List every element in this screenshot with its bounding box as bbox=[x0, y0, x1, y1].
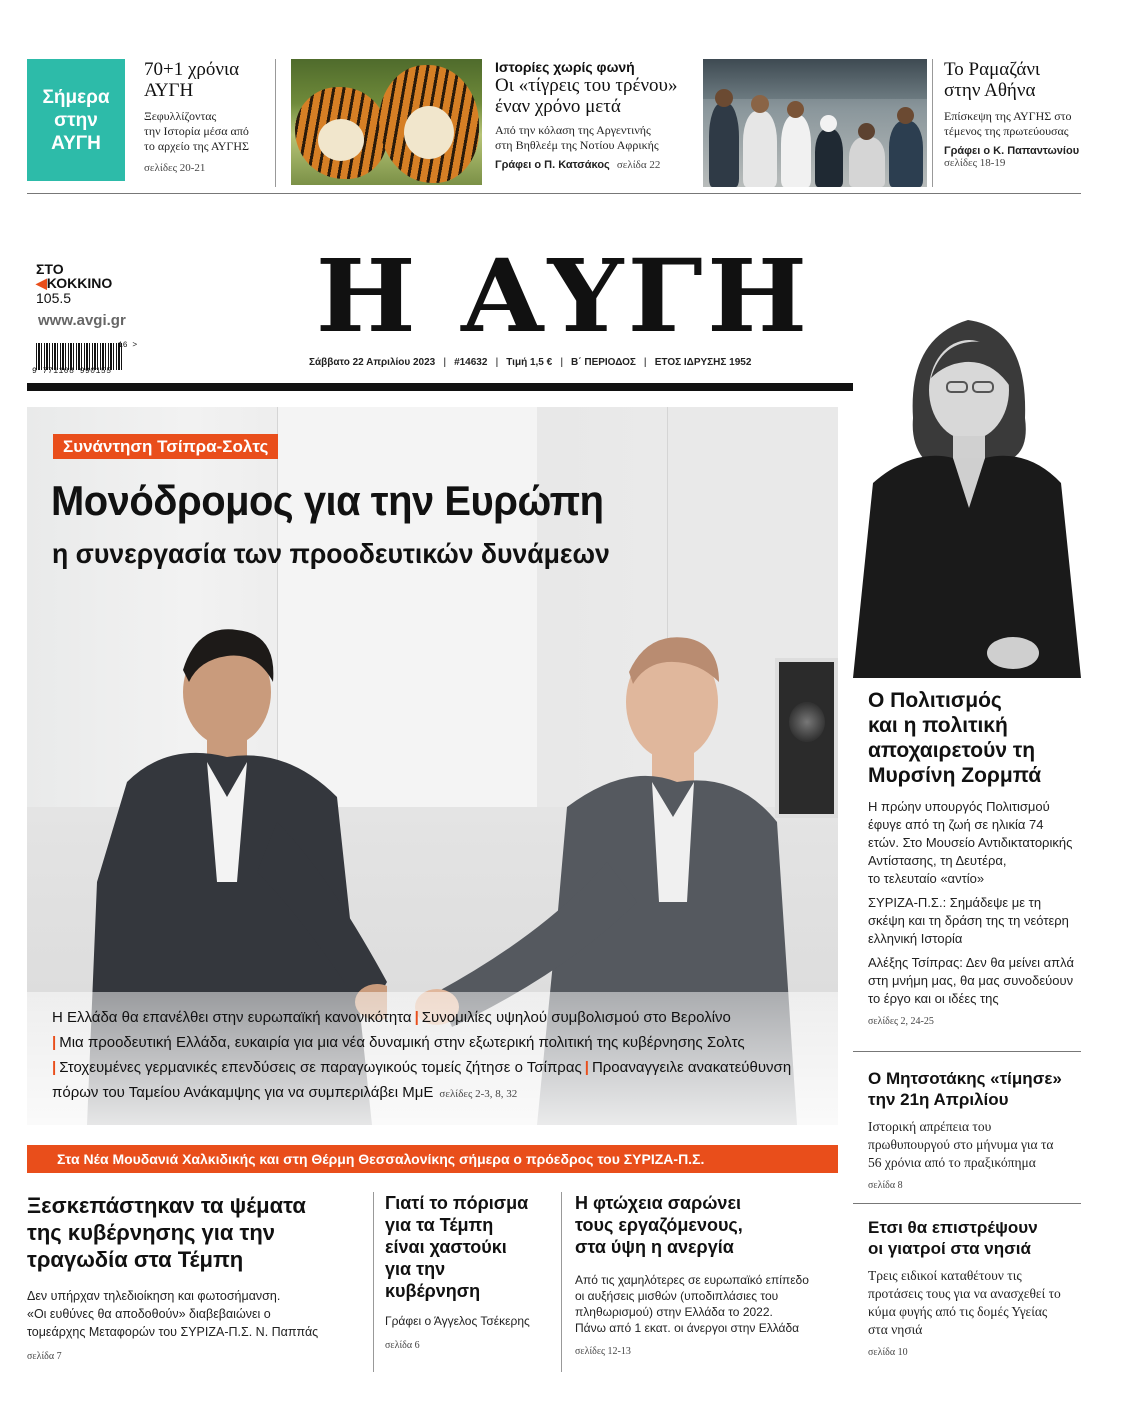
site-url[interactable]: www.avgi.gr bbox=[38, 312, 126, 329]
today-line2: στην bbox=[54, 109, 98, 131]
barcode bbox=[36, 343, 122, 370]
radio-line1: ΣΤΟ bbox=[36, 261, 64, 277]
today-line1: Σήμερα bbox=[42, 86, 110, 108]
story-porisma-title5: κυβέρνηση bbox=[385, 1281, 481, 1301]
story-porisma-title4: για την bbox=[385, 1259, 446, 1279]
story-poverty-title2: τους εργαζόμενους, bbox=[575, 1215, 743, 1235]
divider bbox=[561, 1192, 562, 1372]
story-doctors[interactable] bbox=[868, 1217, 1081, 1358]
story-zorba-p1-1: Η πρώην υπουργός Πολιτισμού bbox=[868, 799, 1050, 814]
story-zorba-pages: σελίδες 2, 24-25 bbox=[868, 1016, 934, 1027]
lead-summary-item: Η Ελλάδα θα επανέλθει στην ευρωπαϊκή κανονικότητα bbox=[52, 1009, 412, 1026]
teaser-ramadan[interactable] bbox=[944, 59, 1084, 169]
story-tempi-body2: «Οι ευθύνες θα αποδοθούν» διαβεβαιώνει ο bbox=[27, 1307, 271, 1321]
story-zorba-p3-3: το έργο και οι ιδέες της bbox=[868, 991, 999, 1006]
issue-number: #14632 bbox=[454, 357, 488, 368]
teaser-tigers-body1: Από την κόλαση της Αργεντινής bbox=[495, 123, 651, 137]
story-doctors-title1: Ετσι θα επιστρέψουν bbox=[868, 1218, 1038, 1237]
teaser-anniversary-body3: το αρχείο της ΑΥΓΗΣ bbox=[144, 139, 249, 153]
today-line3: ΑΥΓΗ bbox=[51, 132, 101, 154]
story-zorba-title1: Ο Πολιτισμός bbox=[868, 689, 1002, 712]
issue-price: Τιμή 1,5 € bbox=[506, 357, 553, 368]
separator-bar: | bbox=[52, 1059, 57, 1076]
lead-pages: σελίδες 2-3, 8, 32 bbox=[439, 1088, 518, 1100]
story-zorba-title3: αποχαιρετούν τη bbox=[868, 739, 1036, 762]
teaser-tigers-body2: στη Βηθλεέμ της Νοτίου Αφρικής bbox=[495, 138, 659, 152]
teaser-anniversary-body2: την Ιστορία μέσα από bbox=[144, 124, 249, 138]
teaser-ramadan-body2: τέμενος της πρωτεύουσας bbox=[944, 124, 1069, 138]
founded-year: ΕΤΟΣ ΙΔΡΥΣΗΣ 1952 bbox=[654, 357, 752, 368]
teaser-anniversary-title2: ΑΥΓΗ bbox=[144, 80, 194, 101]
radio-line2: ΚΟΚΚΙΝΟ bbox=[46, 275, 113, 291]
story-tempi[interactable] bbox=[27, 1192, 367, 1362]
story-zorba-p1-3: ετών. Στο Μουσείο Αντιδικτατορικής bbox=[868, 835, 1073, 850]
story-doctors-body3: κύμα φυγής από τις δομές Υγείας bbox=[868, 1304, 1048, 1319]
story-poverty-body2: οι αυξήσεις μισθών (υποδιπλάσιες του bbox=[575, 1289, 779, 1303]
divider bbox=[932, 59, 933, 187]
teaser-tigers-title1: Οι «τίγρεις του τρένου» bbox=[495, 75, 678, 96]
teaser-anniversary[interactable] bbox=[144, 59, 274, 174]
lead-summary-item: Προαναγγειλε ανακατεύθυνση πόρων του Ταμείου Ανάκαμψης για να συμπεριλάβει ΜμΕ bbox=[52, 1059, 792, 1101]
story-zorba[interactable] bbox=[868, 688, 1081, 1027]
teaser-ramadan-pages: σελίδες 18-19 bbox=[944, 157, 1006, 169]
teaser-ramadan-byline: Γράφει ο Κ. Παπαντωνίου bbox=[944, 145, 1080, 157]
divider bbox=[853, 1051, 1081, 1052]
teaser-anniversary-title1: 70+1 χρόνια bbox=[144, 59, 240, 80]
story-mitsotakis-body1: Ιστορική απρέπεια του bbox=[868, 1119, 992, 1134]
story-zorba-p3-1: Αλέξης Τσίπρας: Δεν θα μείνει απλά bbox=[868, 955, 1074, 970]
story-mitsotakis-body3: 56 χρόνια από το πραξικόπημα bbox=[868, 1155, 1036, 1170]
teaser-ramadan-title1: Το Ραμαζάνι bbox=[944, 59, 1041, 80]
barcode-number: 9 771108 990155 bbox=[32, 367, 112, 376]
story-mitsotakis-pages: σελίδα 8 bbox=[868, 1180, 903, 1191]
story-mitsotakis-title2: την 21η Απριλίου bbox=[868, 1090, 1009, 1109]
lead-headline[interactable]: Μονόδρομος για την Ευρώπη bbox=[51, 477, 604, 524]
story-porisma-pages: σελίδα 6 bbox=[385, 1340, 420, 1351]
story-zorba-p2-2: σκέψη και τη δράση της τη νεότερη bbox=[868, 913, 1069, 928]
story-zorba-p1-2: έφυγε από τη ζωή σε ηλικία 74 bbox=[868, 817, 1044, 832]
issue-date: Σάββατο 22 Απριλίου 2023 bbox=[309, 357, 436, 368]
today-in-avgi-box[interactable] bbox=[27, 59, 125, 181]
tigers-photo[interactable] bbox=[291, 59, 482, 185]
story-poverty-title1: Η φτώχεια σαρώνει bbox=[575, 1193, 741, 1213]
teaser-tigers[interactable] bbox=[495, 59, 695, 171]
story-zorba-title2: και η πολιτική bbox=[868, 714, 1008, 737]
story-zorba-p2-1: ΣΥΡΙΖΑ-Π.Σ.: Σημάδεψε με τη bbox=[868, 895, 1042, 910]
teaser-anniversary-pages: σελίδες 20-21 bbox=[144, 162, 206, 174]
story-doctors-body1: Τρεις ειδικοί καταθέτουν τις bbox=[868, 1268, 1022, 1283]
lead-banner[interactable]: Στα Νέα Μουδανιά Χαλκιδικής και στη Θέρμη Θεσσαλονίκης σήμερα ο πρόεδρος του ΣΥΡΙΖΑ-Π.Σ. bbox=[27, 1145, 838, 1173]
divider bbox=[275, 59, 276, 187]
story-doctors-body2: προτάσεις τους για να ανασχεθεί το bbox=[868, 1286, 1061, 1301]
lead-kicker[interactable]: Συνάντηση Τσίπρα-Σολτς bbox=[53, 434, 278, 459]
lead-summary bbox=[52, 1005, 832, 1107]
story-poverty-body1: Από τις χαμηλότερες σε ευρωπαϊκό επίπεδο bbox=[575, 1273, 809, 1287]
story-tempi-body1: Δεν υπήρχαν τηλεδιοίκηση και φωτοσήμανση. bbox=[27, 1289, 281, 1303]
story-poverty-title3: στα ύψη η ανεργία bbox=[575, 1237, 734, 1257]
radio-line3: 105.5 bbox=[36, 290, 72, 306]
teaser-tigers-kicker: Ιστορίες χωρίς φωνή bbox=[495, 59, 635, 75]
divider bbox=[373, 1192, 374, 1372]
story-zorba-p1-4: Αντίστασης, τη Δευτέρα, bbox=[868, 853, 1007, 868]
lead-summary-item: Μια προοδευτική Ελλάδα, ευκαιρία για μια νέα δυναμική στην εξωτερική πολιτική της κυβέρνησης Σολτς bbox=[59, 1034, 745, 1051]
story-porisma-title1: Γιατί το πόρισμα bbox=[385, 1193, 529, 1213]
story-tempi-pages: σελίδα 7 bbox=[27, 1351, 62, 1362]
radio-kokkino-logo[interactable] bbox=[36, 262, 112, 305]
story-tempi-body3: τομεάρχης Μεταφορών του ΣΥΡΙΖΑ-Π.Σ. Ν. Παππάς bbox=[27, 1325, 319, 1339]
teaser-anniversary-body1: Ξεφυλλίζοντας bbox=[144, 109, 217, 123]
issue-period: Β΄ ΠΕΡΙΟΔΟΣ bbox=[571, 357, 636, 368]
story-doctors-pages: σελίδα 10 bbox=[868, 1347, 908, 1358]
ramadan-photo[interactable] bbox=[703, 59, 927, 187]
teaser-tigers-byline: Γράφει ο Π. Κατσάκος bbox=[495, 159, 610, 171]
story-mitsotakis-title1: Ο Μητσοτάκης «τίμησε» bbox=[868, 1069, 1062, 1088]
divider bbox=[853, 1203, 1081, 1204]
story-poverty-body3: πληθωρισμού) στην Ελλάδα το 2022. bbox=[575, 1305, 773, 1319]
lead-summary-item: Συνομιλίες υψηλού συμβολισμού στο Βερολίνο bbox=[421, 1009, 731, 1026]
radio-arrow-icon: ◀ bbox=[36, 275, 47, 291]
story-mitsotakis[interactable] bbox=[868, 1068, 1081, 1191]
story-poverty[interactable] bbox=[575, 1192, 840, 1357]
story-doctors-title2: οι γιατροί στα νησιά bbox=[868, 1239, 1031, 1258]
masthead-title[interactable]: Η ΑΥΓΗ bbox=[315, 237, 812, 355]
lead-subhead[interactable]: η συνεργασία των προοδευτικών δυνάμεων bbox=[52, 538, 610, 569]
separator-bar: | bbox=[52, 1034, 57, 1051]
barcode-issue: 16 > bbox=[118, 341, 138, 350]
story-tempi-title3: τραγωδία στα Τέμπη bbox=[27, 1247, 244, 1272]
teaser-tigers-title2: έναν χρόνο μετά bbox=[495, 96, 621, 117]
story-poverty-pages: σελίδες 12-13 bbox=[575, 1346, 631, 1357]
teaser-ramadan-title2: στην Αθήνα bbox=[944, 80, 1036, 101]
teaser-tigers-pages: σελίδα 22 bbox=[616, 159, 661, 171]
story-porisma-title3: είναι χαστούκι bbox=[385, 1237, 507, 1257]
story-tempi-title2: της κυβέρνησης για την bbox=[27, 1220, 276, 1245]
story-doctors-body4: στα νησιά bbox=[868, 1322, 923, 1337]
zorba-portrait[interactable] bbox=[853, 308, 1081, 678]
separator-bar: | bbox=[414, 1009, 419, 1026]
story-tempi-title1: Ξεσκεπάστηκαν τα ψέματα bbox=[27, 1193, 306, 1218]
story-porisma[interactable] bbox=[385, 1192, 555, 1351]
separator-bar: | bbox=[584, 1059, 589, 1076]
story-zorba-p1-5: το τελευταίο «αντίο» bbox=[868, 871, 985, 886]
story-mitsotakis-body2: πρωθυπουργού στο μήνυμα για τα bbox=[868, 1137, 1054, 1152]
story-zorba-title4: Μυρσίνη Ζορμπά bbox=[868, 764, 1042, 787]
story-porisma-byline: Γράφει ο Άγγελος Τσέκερης bbox=[385, 1314, 530, 1328]
lead-summary-item: Στοχευμένες γερμανικές επενδύσεις σε παραγωγικούς τομείς ζήτησε ο Τσίπρας bbox=[59, 1059, 582, 1076]
story-zorba-p2-3: ελληνική Ιστορία bbox=[868, 931, 963, 946]
story-poverty-body4: Πάνω από 1 εκατ. οι άνεργοι στην Ελλάδα bbox=[575, 1321, 800, 1335]
story-zorba-p3-2: στη μνήμη μας, θα μας συνοδεύουν bbox=[868, 973, 1074, 988]
story-porisma-title2: για τα Τέμπη bbox=[385, 1215, 494, 1235]
masthead-info-line: Σάββατο 22 Απριλίου 2023 | #14632 | Τιμή 1,5 € | Β΄ ΠΕΡΙΟΔΟΣ | ΕΤΟΣ ΙΔΡΥΣΗΣ 1952 bbox=[309, 357, 752, 368]
top-strip-rule bbox=[27, 193, 1081, 194]
teaser-ramadan-body1: Επίσκεψη της ΑΥΓΗΣ στο bbox=[944, 109, 1072, 123]
